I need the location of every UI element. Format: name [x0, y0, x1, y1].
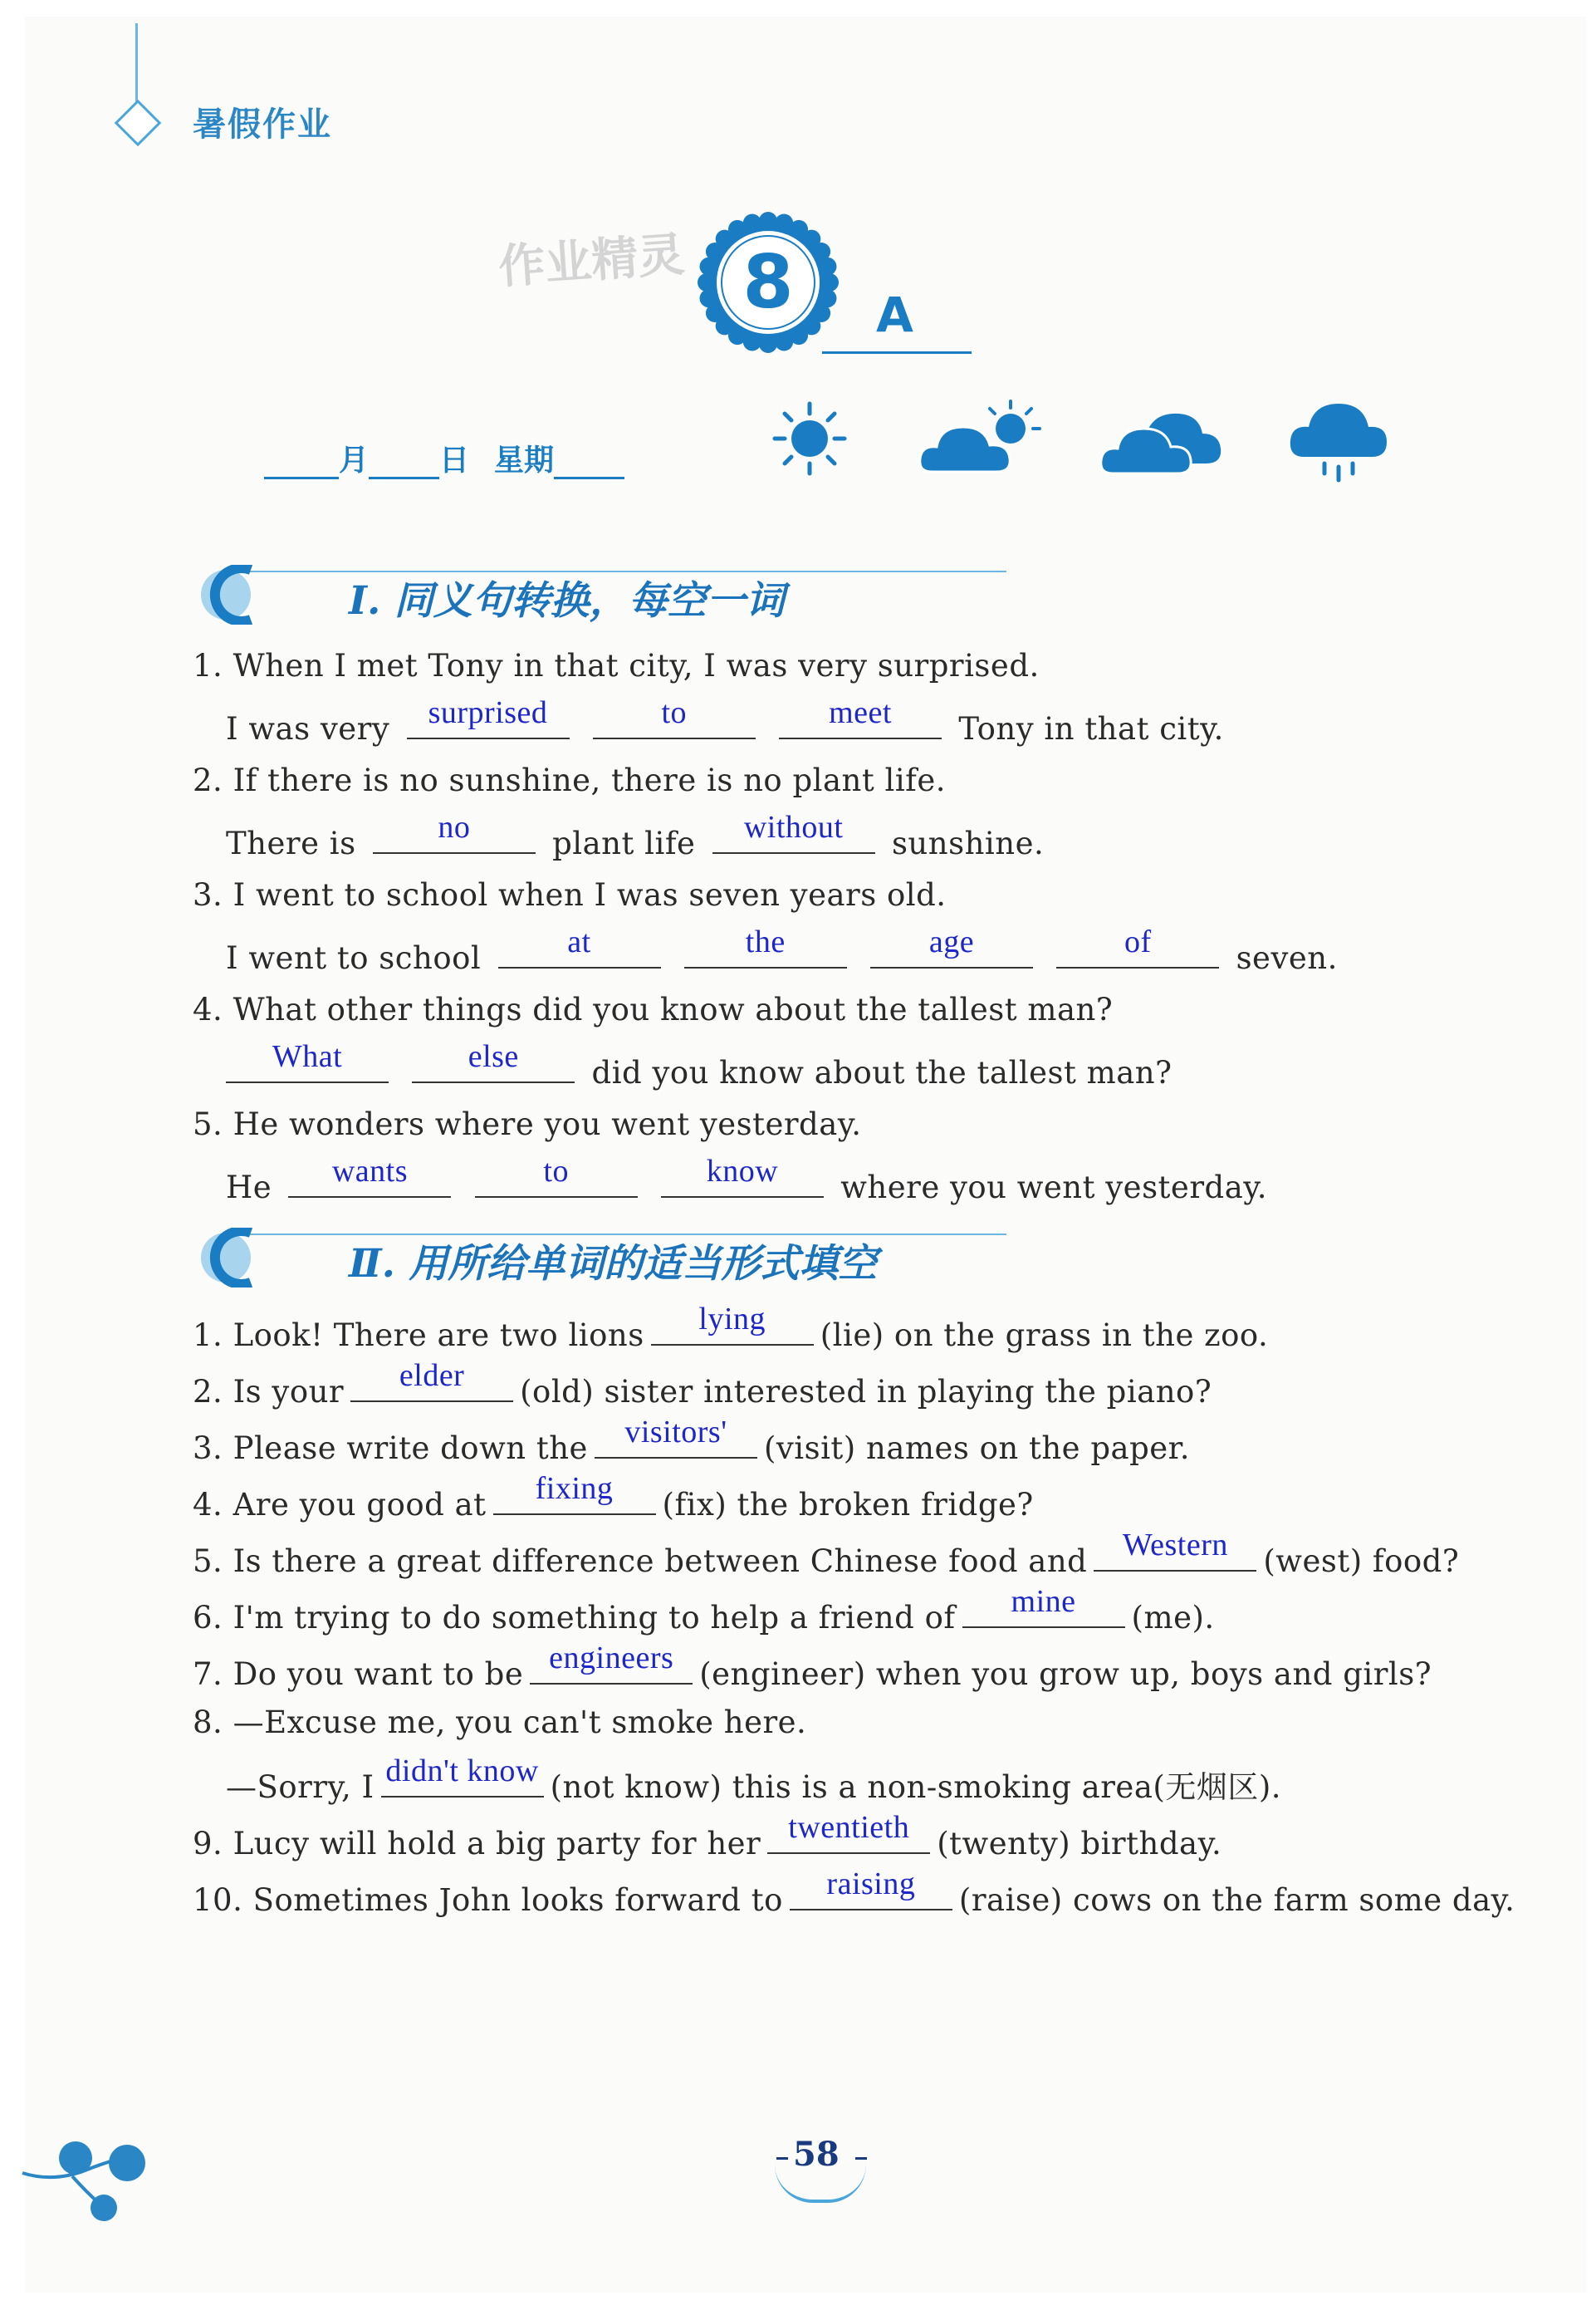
section-1-header — [193, 565, 1006, 631]
s2-item-2: 2. Is your elder (old) sister interested in playing the piano? — [193, 1358, 1212, 1410]
answer: mine — [1011, 1584, 1076, 1619]
s2-item-1: 1. Look! There are two lions lying (lie) on the grass in the zoo. — [193, 1302, 1269, 1353]
s1-a5-line: He wants to know where you went yesterday. — [226, 1154, 1268, 1205]
s2-item-6: 6. I'm trying to do something to help a friend of mine (me). — [193, 1584, 1215, 1636]
answer: without — [743, 810, 844, 845]
s1-a3-line: I went to school at the age of seven. — [226, 925, 1338, 976]
header-title: 暑假作业 — [193, 105, 332, 144]
answer: raising — [826, 1866, 916, 1901]
s1-a4-line: What else did you know about the tallest man? — [226, 1047, 1172, 1091]
s2-item-4: 4. Are you good at fixing (fix) the broken fridge? — [193, 1471, 1034, 1523]
answer: What — [272, 1039, 343, 1074]
unit-badge — [698, 212, 839, 353]
answer: elder — [399, 1358, 465, 1393]
month-label: 月 — [339, 444, 370, 478]
s1-q3: 3. I went to school when I was seven years old. — [193, 877, 947, 913]
letter-underline — [822, 351, 972, 354]
s2-item-8: 8. —Excuse me, you can't smoke here. — [193, 1704, 807, 1740]
s2-item-9: 9. Lucy will hold a big party for her twentieth (twenty) birthday. — [193, 1810, 1222, 1861]
s1-a2-line: There is no plant life without sunshine. — [226, 810, 1045, 861]
month-blank — [264, 444, 339, 479]
answer: else — [468, 1039, 519, 1074]
day-label: 日 — [439, 444, 470, 478]
s2-item-7: 7. Do you want to be engineers (engineer) when you grow up, boys and girls? — [193, 1641, 1432, 1692]
unit-letter: A — [876, 287, 913, 343]
s1-q5: 5. He wonders where you went yesterday. — [193, 1106, 862, 1142]
answer: to — [543, 1154, 569, 1189]
answer: didn't know — [385, 1753, 539, 1788]
section-2-header — [193, 1228, 1006, 1294]
day-blank — [369, 444, 439, 479]
s2-item-5: 5. Is there a great difference between Chinese food and Western (west) food? — [193, 1528, 1460, 1579]
answer: meet — [829, 695, 892, 730]
cloudy-icon — [1098, 397, 1231, 480]
partly-cloudy-icon — [915, 397, 1048, 480]
sun-icon — [768, 397, 851, 480]
s1-q2: 2. If there is no sunshine, there is no plant life. — [193, 763, 947, 798]
answer: to — [661, 695, 688, 730]
answer: Western — [1122, 1528, 1228, 1562]
answer: wants — [331, 1154, 409, 1189]
s2-item-8-reply: —Sorry, I didn't know (not know) this is a non-smoking area(无烟区). — [226, 1753, 1282, 1805]
section-2-title: Ⅱ. 用所给单词的适当形式填空 — [349, 1241, 878, 1287]
watermark: 作业精灵 — [497, 228, 687, 295]
s1-q1: 1. When I met Tony in that city, I was very surprised. — [193, 648, 1040, 684]
s2-item-10: 10. Sometimes John looks forward to raising (raise) cows on the farm some day. — [193, 1866, 1515, 1918]
section-1-title: Ⅰ. 同义句转换，每空一词 — [349, 578, 785, 624]
answer: lying — [698, 1302, 766, 1337]
s2-item-3: 3. Please write down the visitors' (visit) names on the paper. — [193, 1415, 1191, 1466]
answer: surprised — [428, 695, 548, 730]
answer: twentieth — [788, 1810, 910, 1845]
page-number-dash — [855, 2157, 867, 2160]
answer: at — [567, 925, 591, 959]
weekday-blank — [554, 444, 624, 479]
page-number: 58 — [793, 2135, 840, 2174]
unit-number: 8 — [742, 239, 794, 325]
answer: of — [1124, 925, 1152, 959]
rain-icon — [1287, 397, 1391, 488]
date-row — [264, 437, 624, 479]
answer: the — [745, 925, 786, 959]
answer: visitors' — [624, 1415, 727, 1449]
s1-q4: 4. What other things did you know about the tallest man? — [193, 992, 1114, 1028]
branch-decoration-icon — [21, 2135, 162, 2226]
weekday-label: 星期 — [494, 444, 555, 478]
answer: age — [928, 925, 975, 959]
answer: no — [438, 810, 471, 845]
page-number-dash — [776, 2157, 788, 2160]
answer: know — [706, 1154, 779, 1189]
s1-a1-line: I was very surprised to meet Tony in that city. — [226, 695, 1224, 747]
answer: engineers — [549, 1641, 674, 1675]
answer: fixing — [535, 1471, 614, 1506]
